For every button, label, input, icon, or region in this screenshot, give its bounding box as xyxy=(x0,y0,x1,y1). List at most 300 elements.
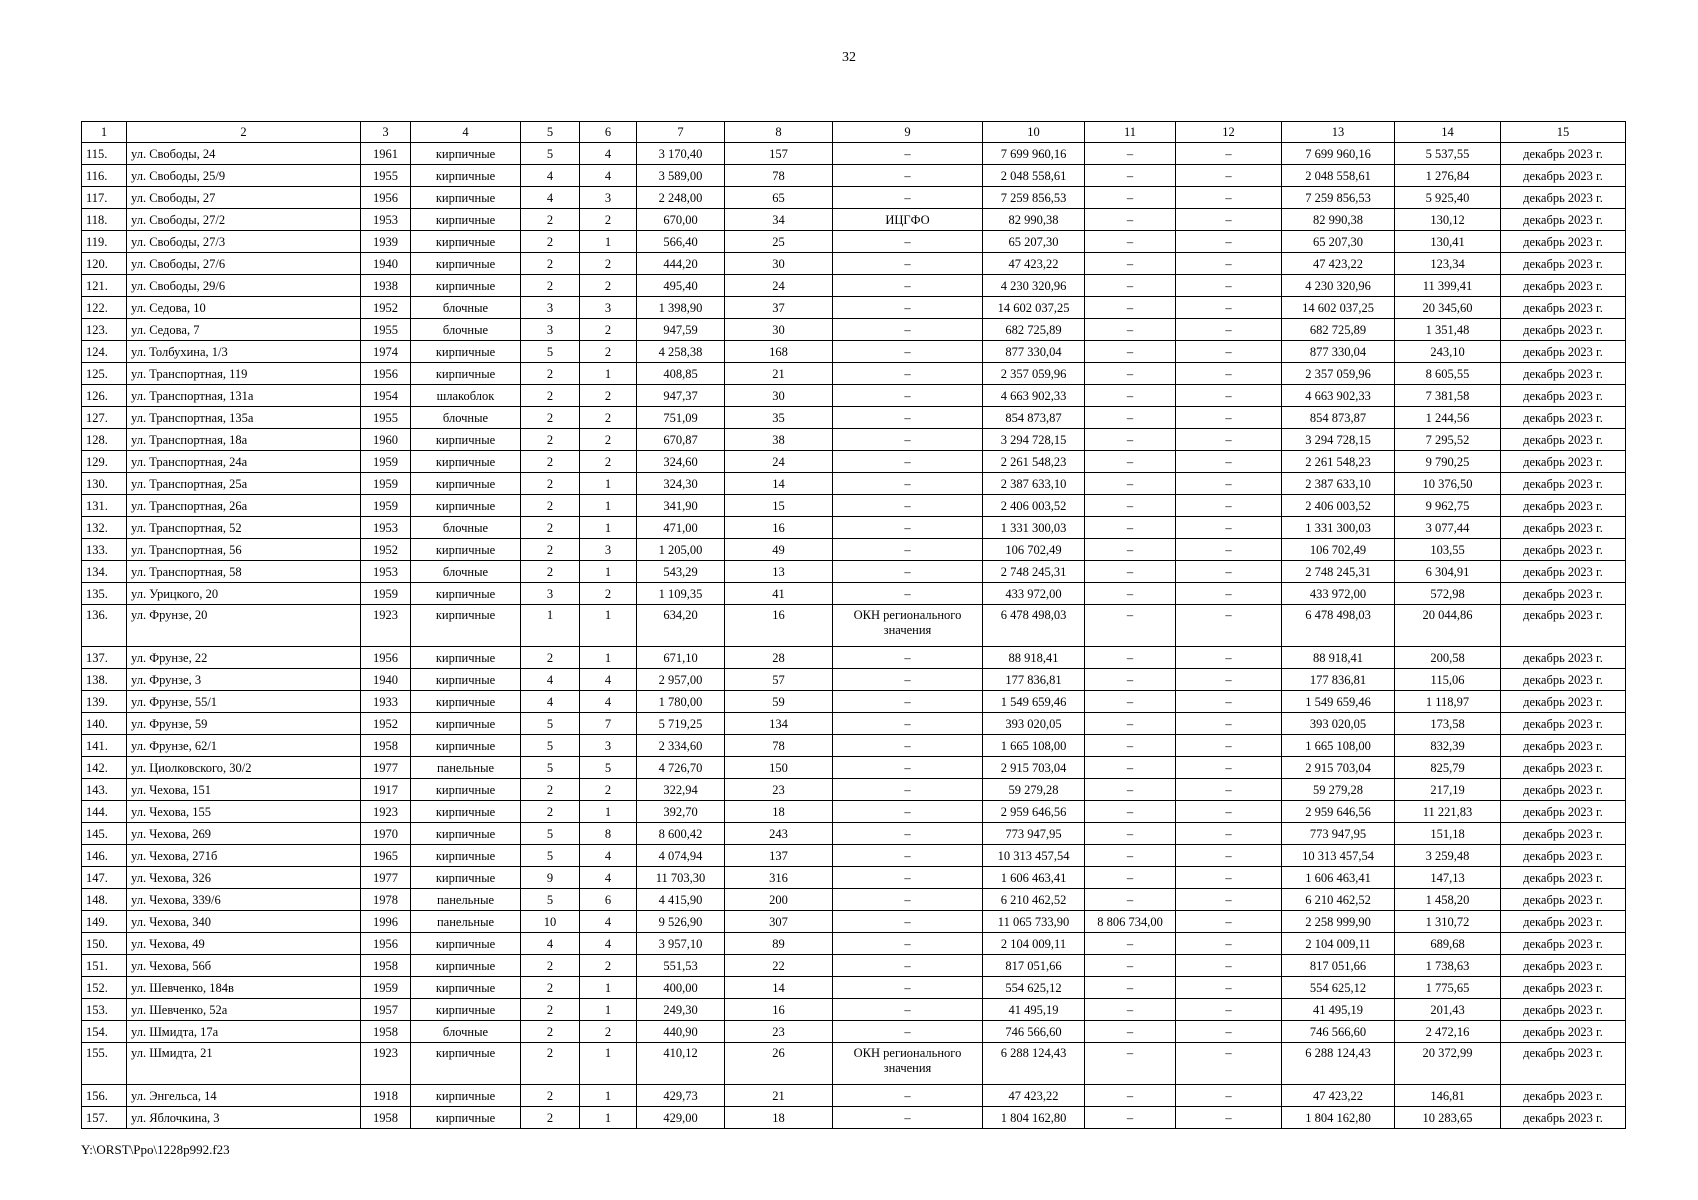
table-cell: 2 xyxy=(521,1021,580,1043)
table-cell: 249,30 xyxy=(637,999,725,1021)
table-cell: – xyxy=(1176,429,1282,451)
table-cell: – xyxy=(1176,933,1282,955)
table-cell: 1970 xyxy=(361,823,411,845)
table-cell: ул. Шмидта, 17а xyxy=(127,1021,361,1043)
table-row xyxy=(82,363,1626,385)
table-row xyxy=(82,143,1626,165)
table-cell: – xyxy=(1085,187,1176,209)
table-row xyxy=(82,977,1626,999)
table-cell: 88 918,41 xyxy=(983,647,1085,669)
table-cell: – xyxy=(1176,407,1282,429)
table-cell: 37 xyxy=(725,297,833,319)
table-cell: 103,55 xyxy=(1395,539,1501,561)
table-cell: – xyxy=(1085,889,1176,911)
header-cell: 14 xyxy=(1395,122,1501,143)
table-row xyxy=(82,341,1626,363)
table-cell: 2 xyxy=(521,451,580,473)
table-cell: 6 288 124,43 xyxy=(1282,1043,1395,1085)
table-cell: 57 xyxy=(725,669,833,691)
table-cell: 1978 xyxy=(361,889,411,911)
table-cell: 5 xyxy=(521,143,580,165)
table-cell: ул. Свободы, 29/6 xyxy=(127,275,361,297)
table-cell: – xyxy=(1085,691,1176,713)
table-cell: – xyxy=(833,867,983,889)
table-row xyxy=(82,187,1626,209)
table-cell: 2 957,00 xyxy=(637,669,725,691)
table-cell: 324,60 xyxy=(637,451,725,473)
table-cell: – xyxy=(833,757,983,779)
table-cell: 115. xyxy=(82,143,127,165)
table-cell: 5 537,55 xyxy=(1395,143,1501,165)
table-cell: 1 xyxy=(580,1043,637,1085)
header-cell: 7 xyxy=(637,122,725,143)
table-cell: 11 703,30 xyxy=(637,867,725,889)
table-cell: 120. xyxy=(82,253,127,275)
table-cell: – xyxy=(833,187,983,209)
table-cell: 8 806 734,00 xyxy=(1085,911,1176,933)
table-row xyxy=(82,583,1626,605)
table-cell: кирпичные xyxy=(411,1107,521,1129)
table-cell: 4 xyxy=(521,187,580,209)
table-cell: ул. Свободы, 27/3 xyxy=(127,231,361,253)
table-row xyxy=(82,385,1626,407)
table-cell: 1 244,56 xyxy=(1395,407,1501,429)
table-cell: 1 205,00 xyxy=(637,539,725,561)
table-cell: – xyxy=(1085,473,1176,495)
table-cell: – xyxy=(1176,473,1282,495)
table-cell: 151,18 xyxy=(1395,823,1501,845)
table-cell: 825,79 xyxy=(1395,757,1501,779)
table-cell: 854 873,87 xyxy=(1282,407,1395,429)
table-cell: 1959 xyxy=(361,495,411,517)
table-cell: ул. Транспортная, 24а xyxy=(127,451,361,473)
table-cell: 324,30 xyxy=(637,473,725,495)
table-cell: 1 xyxy=(580,1107,637,1129)
table-cell: 5 xyxy=(521,757,580,779)
table-cell: декабрь 2023 г. xyxy=(1501,539,1626,561)
table-cell: 5 xyxy=(521,889,580,911)
table-cell: 134. xyxy=(82,561,127,583)
table-cell: 8 600,42 xyxy=(637,823,725,845)
table-cell: – xyxy=(1085,385,1176,407)
table-cell: 2 xyxy=(521,1085,580,1107)
table-cell: 2 xyxy=(580,1021,637,1043)
table-cell: – xyxy=(1085,1043,1176,1085)
table-cell: 139. xyxy=(82,691,127,713)
table-cell: 30 xyxy=(725,253,833,275)
table-cell: – xyxy=(833,735,983,757)
table-cell: 2 915 703,04 xyxy=(983,757,1085,779)
table-cell: 1959 xyxy=(361,451,411,473)
table-cell: 4 xyxy=(521,933,580,955)
table-cell: 2 xyxy=(580,253,637,275)
table-cell: 3 259,48 xyxy=(1395,845,1501,867)
table-row xyxy=(82,1021,1626,1043)
table-cell: кирпичные xyxy=(411,451,521,473)
table-row xyxy=(82,451,1626,473)
table-cell: 670,00 xyxy=(637,209,725,231)
table-cell: 4 xyxy=(580,165,637,187)
table-cell: кирпичные xyxy=(411,275,521,297)
table-cell: 947,59 xyxy=(637,319,725,341)
table-cell: 2 387 633,10 xyxy=(1282,473,1395,495)
table-cell: 4 230 320,96 xyxy=(983,275,1085,297)
table-cell: 1 310,72 xyxy=(1395,911,1501,933)
table-cell: 1 xyxy=(580,231,637,253)
table-cell: – xyxy=(833,1021,983,1043)
table-cell: 47 423,22 xyxy=(983,1085,1085,1107)
table-cell: 4 xyxy=(580,143,637,165)
table-cell: ул. Свободы, 25/9 xyxy=(127,165,361,187)
table-cell: 177 836,81 xyxy=(983,669,1085,691)
table-cell: 41 495,19 xyxy=(983,999,1085,1021)
table-cell: ул. Фрунзе, 62/1 xyxy=(127,735,361,757)
table-cell: 2 258 999,90 xyxy=(1282,911,1395,933)
table-cell: 47 423,22 xyxy=(1282,1085,1395,1107)
table-cell: 1 xyxy=(580,605,637,647)
table-cell: ул. Свободы, 27/2 xyxy=(127,209,361,231)
table-cell: декабрь 2023 г. xyxy=(1501,231,1626,253)
table-cell: – xyxy=(1176,517,1282,539)
table-cell: – xyxy=(833,823,983,845)
table-cell: ул. Транспортная, 25а xyxy=(127,473,361,495)
table-cell: 1952 xyxy=(361,713,411,735)
table-cell: 1940 xyxy=(361,669,411,691)
table-row xyxy=(82,669,1626,691)
table-cell: 2 xyxy=(580,341,637,363)
table-cell: 341,90 xyxy=(637,495,725,517)
table-cell: декабрь 2023 г. xyxy=(1501,473,1626,495)
table-cell: ул. Транспортная, 18а xyxy=(127,429,361,451)
table-cell: 129. xyxy=(82,451,127,473)
table-cell: – xyxy=(833,713,983,735)
table-cell: 4 xyxy=(580,669,637,691)
table-cell: – xyxy=(1085,867,1176,889)
table-cell: декабрь 2023 г. xyxy=(1501,495,1626,517)
table-row xyxy=(82,473,1626,495)
table-cell: 144. xyxy=(82,801,127,823)
table-cell: 1959 xyxy=(361,977,411,999)
table-cell: 10 283,65 xyxy=(1395,1107,1501,1129)
table-cell: 751,09 xyxy=(637,407,725,429)
table-cell: – xyxy=(1176,757,1282,779)
table-cell: 2 xyxy=(580,429,637,451)
table-cell: 3 294 728,15 xyxy=(1282,429,1395,451)
header-cell: 15 xyxy=(1501,122,1626,143)
table-cell: 2 261 548,23 xyxy=(983,451,1085,473)
table-row xyxy=(82,231,1626,253)
table-cell: 106 702,49 xyxy=(1282,539,1395,561)
table-cell: 1 109,35 xyxy=(637,583,725,605)
table-cell: 4 xyxy=(580,933,637,955)
table-cell: декабрь 2023 г. xyxy=(1501,209,1626,231)
table-cell: 1 458,20 xyxy=(1395,889,1501,911)
table-cell: 3 xyxy=(521,583,580,605)
table-cell: 682 725,89 xyxy=(1282,319,1395,341)
table-cell: – xyxy=(1176,495,1282,517)
table-cell: декабрь 2023 г. xyxy=(1501,451,1626,473)
table-cell: 682 725,89 xyxy=(983,319,1085,341)
table-cell: – xyxy=(1085,539,1176,561)
table-cell: 5 925,40 xyxy=(1395,187,1501,209)
table-cell: 25 xyxy=(725,231,833,253)
table-cell: 1918 xyxy=(361,1085,411,1107)
table-cell: 1 xyxy=(580,977,637,999)
table-cell: – xyxy=(1085,231,1176,253)
table-cell: 117. xyxy=(82,187,127,209)
table-cell: 147,13 xyxy=(1395,867,1501,889)
table-cell: 3 957,10 xyxy=(637,933,725,955)
table-row xyxy=(82,713,1626,735)
table-cell: 38 xyxy=(725,429,833,451)
housing-table-wrapper xyxy=(81,121,1625,1129)
table-cell: 3 xyxy=(521,297,580,319)
table-cell: 1965 xyxy=(361,845,411,867)
table-cell: 2 xyxy=(580,275,637,297)
table-cell: 2 xyxy=(521,1043,580,1085)
table-cell: 14 602 037,25 xyxy=(1282,297,1395,319)
table-cell: декабрь 2023 г. xyxy=(1501,669,1626,691)
table-cell: 1933 xyxy=(361,691,411,713)
table-cell: 4 xyxy=(580,691,637,713)
table-cell: 15 xyxy=(725,495,833,517)
table-cell: 1996 xyxy=(361,911,411,933)
table-cell: 4 xyxy=(521,691,580,713)
table-cell: 7 295,52 xyxy=(1395,429,1501,451)
table-cell: 1 xyxy=(521,605,580,647)
table-cell: кирпичные xyxy=(411,429,521,451)
table-cell: 20 372,99 xyxy=(1395,1043,1501,1085)
table-cell: 243,10 xyxy=(1395,341,1501,363)
table-cell: кирпичные xyxy=(411,669,521,691)
table-cell: ул. Чехова, 269 xyxy=(127,823,361,845)
table-cell: кирпичные xyxy=(411,845,521,867)
table-cell: 9 526,90 xyxy=(637,911,725,933)
table-cell: 1960 xyxy=(361,429,411,451)
table-row xyxy=(82,253,1626,275)
table-cell: – xyxy=(833,845,983,867)
table-row xyxy=(82,539,1626,561)
table-cell: 1923 xyxy=(361,605,411,647)
table-cell: 817 051,66 xyxy=(1282,955,1395,977)
table-cell: кирпичные xyxy=(411,1085,521,1107)
table-cell: кирпичные xyxy=(411,1043,521,1085)
table-cell: 146. xyxy=(82,845,127,867)
table-cell: – xyxy=(1085,955,1176,977)
page-number: 32 xyxy=(842,50,856,65)
table-cell: 1955 xyxy=(361,319,411,341)
header-cell: 2 xyxy=(127,122,361,143)
table-cell: ул. Чехова, 326 xyxy=(127,867,361,889)
table-row xyxy=(82,209,1626,231)
table-cell: 3 589,00 xyxy=(637,165,725,187)
table-cell: 7 381,58 xyxy=(1395,385,1501,407)
table-cell: 854 873,87 xyxy=(983,407,1085,429)
table-cell: – xyxy=(1176,605,1282,647)
table-cell: 1939 xyxy=(361,231,411,253)
table-cell: ул. Фрунзе, 20 xyxy=(127,605,361,647)
table-cell: – xyxy=(1085,561,1176,583)
table-cell: – xyxy=(1085,451,1176,473)
table-cell: 2 048 558,61 xyxy=(1282,165,1395,187)
table-cell: 2 xyxy=(521,231,580,253)
table-cell: 168 xyxy=(725,341,833,363)
table-cell: 4 xyxy=(521,165,580,187)
table-cell: ул. Транспортная, 135а xyxy=(127,407,361,429)
table-cell: – xyxy=(833,385,983,407)
table-cell: – xyxy=(1176,209,1282,231)
table-row xyxy=(82,605,1626,647)
table-cell: 2 748 245,31 xyxy=(1282,561,1395,583)
table-cell: 1954 xyxy=(361,385,411,407)
table-cell: 1 xyxy=(580,517,637,539)
table-cell: 23 xyxy=(725,1021,833,1043)
table-cell: 1977 xyxy=(361,867,411,889)
table-cell: панельные xyxy=(411,757,521,779)
table-cell: кирпичные xyxy=(411,823,521,845)
header-cell: 5 xyxy=(521,122,580,143)
table-cell: ул. Фрунзе, 22 xyxy=(127,647,361,669)
table-cell: – xyxy=(1176,911,1282,933)
table-cell: 124. xyxy=(82,341,127,363)
table-cell: 82 990,38 xyxy=(1282,209,1395,231)
table-cell: 10 xyxy=(521,911,580,933)
table-cell: – xyxy=(1176,385,1282,407)
table-cell: 2 xyxy=(580,955,637,977)
table-cell: 135. xyxy=(82,583,127,605)
table-cell: 154. xyxy=(82,1021,127,1043)
table-cell: 149. xyxy=(82,911,127,933)
table-cell: – xyxy=(833,231,983,253)
table-cell: ул. Транспортная, 52 xyxy=(127,517,361,539)
table-cell: 4 074,94 xyxy=(637,845,725,867)
table-cell: – xyxy=(1085,845,1176,867)
table-cell: 1953 xyxy=(361,517,411,539)
table-cell: – xyxy=(833,297,983,319)
table-cell: кирпичные xyxy=(411,187,521,209)
table-cell: декабрь 2023 г. xyxy=(1501,867,1626,889)
table-cell: – xyxy=(833,517,983,539)
table-cell: 243 xyxy=(725,823,833,845)
table-cell: – xyxy=(833,561,983,583)
table-cell: 2 959 646,56 xyxy=(983,801,1085,823)
table-cell: 1 665 108,00 xyxy=(1282,735,1395,757)
header-cell: 12 xyxy=(1176,122,1282,143)
table-cell: кирпичные xyxy=(411,977,521,999)
table-cell: – xyxy=(1085,341,1176,363)
table-cell: 177 836,81 xyxy=(1282,669,1395,691)
table-cell: 4 258,38 xyxy=(637,341,725,363)
table-row xyxy=(82,867,1626,889)
table-cell: 131. xyxy=(82,495,127,517)
table-cell: кирпичные xyxy=(411,999,521,1021)
table-cell: 116. xyxy=(82,165,127,187)
table-cell: 132. xyxy=(82,517,127,539)
table-cell: 4 xyxy=(580,845,637,867)
table-cell: 2 472,16 xyxy=(1395,1021,1501,1043)
table-cell: ул. Фрунзе, 55/1 xyxy=(127,691,361,713)
table-row xyxy=(82,1107,1626,1129)
table-cell: 2 xyxy=(580,319,637,341)
table-cell: 1938 xyxy=(361,275,411,297)
table-row xyxy=(82,275,1626,297)
table-cell: – xyxy=(833,977,983,999)
table-cell: 5 xyxy=(521,735,580,757)
table-cell: ул. Шевченко, 52а xyxy=(127,999,361,1021)
table-cell: 142. xyxy=(82,757,127,779)
table-cell: 4 415,90 xyxy=(637,889,725,911)
table-cell: 429,73 xyxy=(637,1085,725,1107)
table-cell: ул. Фрунзе, 3 xyxy=(127,669,361,691)
table-cell: 2 406 003,52 xyxy=(983,495,1085,517)
table-cell: – xyxy=(833,539,983,561)
table-cell: 59 xyxy=(725,691,833,713)
table-cell: 41 495,19 xyxy=(1282,999,1395,1021)
table-cell: декабрь 2023 г. xyxy=(1501,757,1626,779)
table-cell: декабрь 2023 г. xyxy=(1501,1107,1626,1129)
table-cell: 2 xyxy=(580,209,637,231)
table-row xyxy=(82,889,1626,911)
table-cell: – xyxy=(1176,647,1282,669)
table-cell: кирпичные xyxy=(411,647,521,669)
table-cell: – xyxy=(1176,713,1282,735)
table-cell: 126. xyxy=(82,385,127,407)
table-row xyxy=(82,955,1626,977)
table-cell: декабрь 2023 г. xyxy=(1501,341,1626,363)
header-cell: 4 xyxy=(411,122,521,143)
table-cell: 118. xyxy=(82,209,127,231)
table-cell: ул. Чехова, 271б xyxy=(127,845,361,867)
table-cell: 130. xyxy=(82,473,127,495)
table-cell: – xyxy=(833,911,983,933)
table-cell: 5 xyxy=(521,341,580,363)
table-cell: – xyxy=(1085,1107,1176,1129)
table-cell: 7 699 960,16 xyxy=(1282,143,1395,165)
table-cell: декабрь 2023 г. xyxy=(1501,801,1626,823)
table-cell: декабрь 2023 г. xyxy=(1501,385,1626,407)
table-cell: – xyxy=(1085,1085,1176,1107)
table-cell: – xyxy=(1176,319,1282,341)
table-cell: 1958 xyxy=(361,735,411,757)
table-cell: декабрь 2023 г. xyxy=(1501,713,1626,735)
table-cell: 65 207,30 xyxy=(1282,231,1395,253)
table-cell: кирпичные xyxy=(411,363,521,385)
table-row xyxy=(82,495,1626,517)
table-cell: 2 261 548,23 xyxy=(1282,451,1395,473)
table-cell: 8 605,55 xyxy=(1395,363,1501,385)
table-cell: 147. xyxy=(82,867,127,889)
table-cell: – xyxy=(1085,297,1176,319)
table-cell: 9 790,25 xyxy=(1395,451,1501,473)
table-row xyxy=(82,779,1626,801)
table-cell: 1 331 300,03 xyxy=(983,517,1085,539)
table-cell: кирпичные xyxy=(411,583,521,605)
table-cell: блочные xyxy=(411,407,521,429)
table-row xyxy=(82,823,1626,845)
table-cell: 137 xyxy=(725,845,833,867)
table-cell: 2 xyxy=(521,779,580,801)
table-cell: 82 990,38 xyxy=(983,209,1085,231)
table-cell: кирпичные xyxy=(411,143,521,165)
table-cell: декабрь 2023 г. xyxy=(1501,911,1626,933)
table-cell: – xyxy=(833,275,983,297)
table-cell: 35 xyxy=(725,407,833,429)
table-cell: – xyxy=(1176,889,1282,911)
table-cell: 5 xyxy=(521,845,580,867)
table-cell: 133. xyxy=(82,539,127,561)
table-cell: декабрь 2023 г. xyxy=(1501,275,1626,297)
table-cell: 13 xyxy=(725,561,833,583)
